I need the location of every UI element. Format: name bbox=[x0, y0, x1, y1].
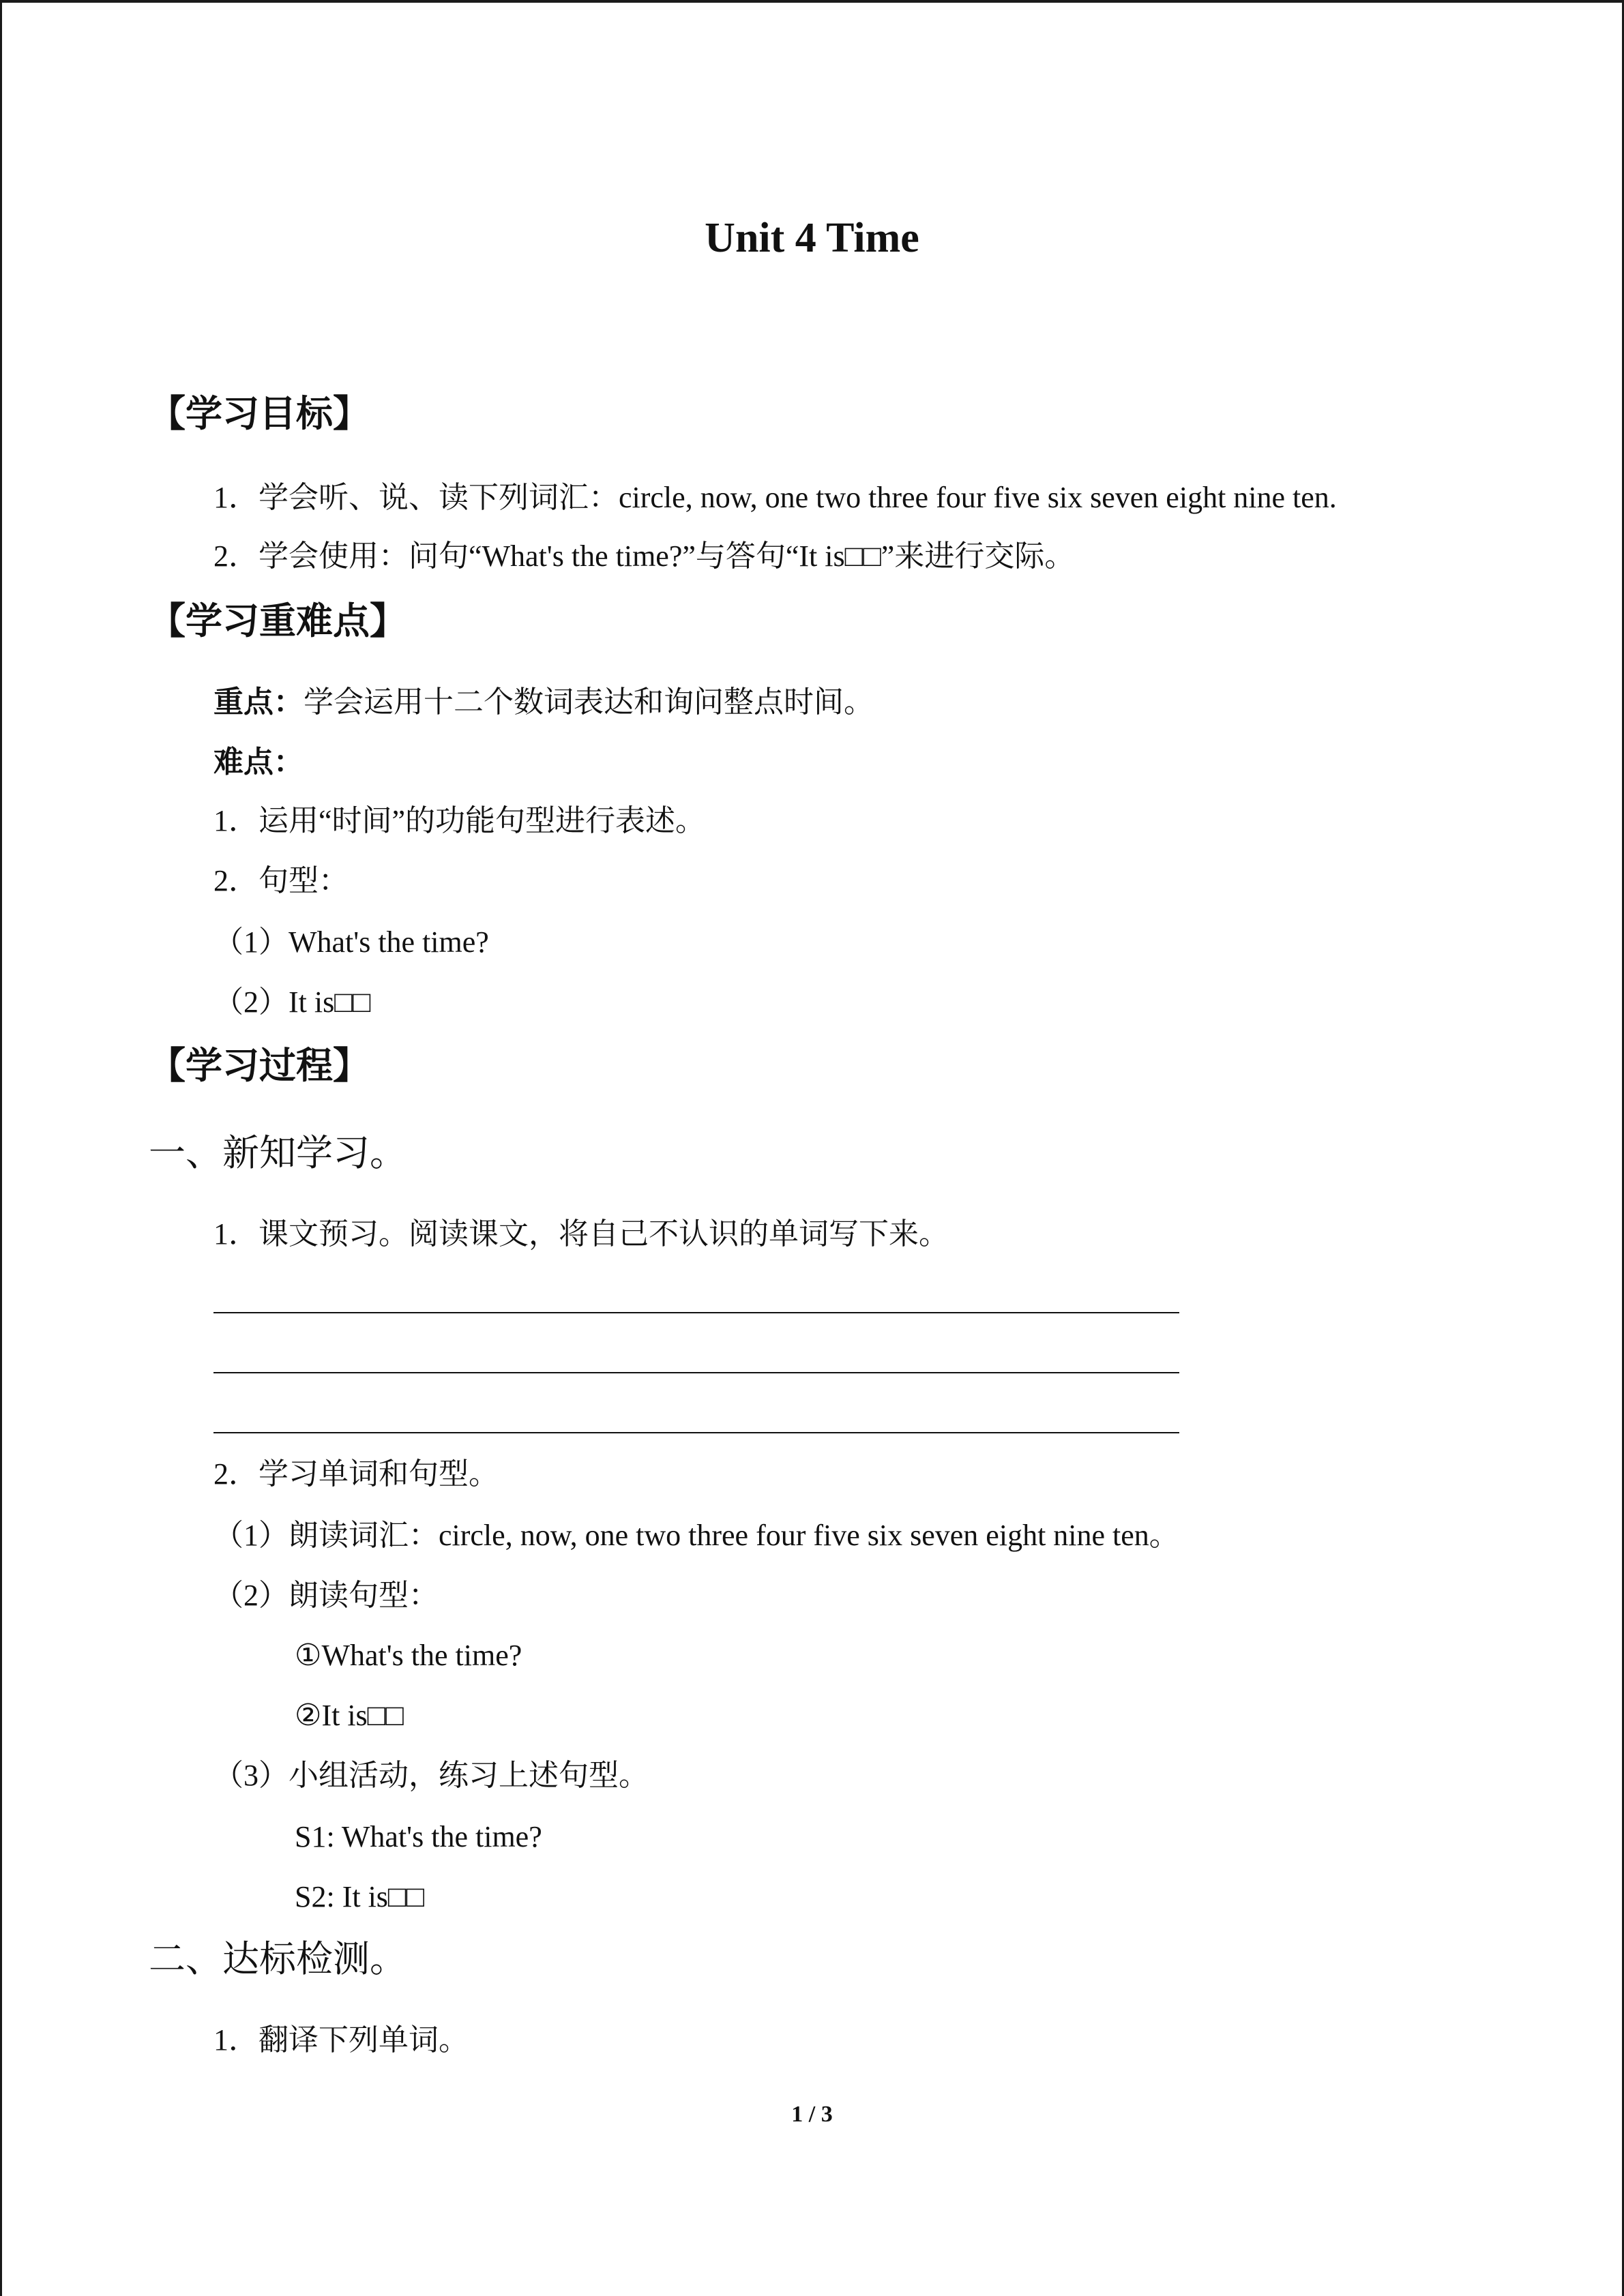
key-point-text: 学会运用十二个数词表达和询问整点时间。 bbox=[304, 685, 874, 719]
answer-line bbox=[213, 1432, 1179, 1433]
goal-2: 2．学会使用：问句“What's the time?”与答句“It is□□”来进行交际。 bbox=[213, 539, 1075, 573]
part2-heading: 二、达标检测。 bbox=[149, 1939, 407, 1980]
page-number: 1 / 3 bbox=[791, 2102, 833, 2127]
key-point-label: 重点： bbox=[213, 685, 304, 719]
part1-item-2: 2．学习单词和句型。 bbox=[213, 1457, 499, 1491]
goals-heading: 【学习目标】 bbox=[149, 393, 370, 434]
part1-heading: 一、新知学习。 bbox=[149, 1133, 407, 1174]
part1-item-1: 1．课文预习。阅读课文，将自己不认识的单词写下来。 bbox=[213, 1217, 949, 1251]
page-top-border bbox=[0, 0, 1624, 3]
part1-sub-1: （1）朗读词汇：circle, now, one two three four five six seven eight nine ten。 bbox=[213, 1519, 1179, 1552]
goal-1: 1．学会听、说、读下列词汇：circle, now, one two three four five six seven eight nine ten. bbox=[213, 481, 1337, 514]
answer-line bbox=[213, 1312, 1179, 1313]
part1-sub-2b: ②It is□□ bbox=[295, 1699, 404, 1732]
process-heading: 【学习过程】 bbox=[149, 1045, 370, 1086]
pattern-2: （2）It is□□ bbox=[213, 985, 371, 1019]
difficulty-label: 难点： bbox=[213, 745, 304, 779]
dialog-s1: S1: What's the time? bbox=[295, 1820, 542, 1853]
page-title: Unit 4 Time bbox=[705, 215, 919, 261]
difficulty-2: 2．句型： bbox=[213, 864, 349, 897]
page-left-border bbox=[0, 0, 2, 2296]
part1-sub-2: （2）朗读句型： bbox=[213, 1579, 439, 1612]
part1-sub-2a: ①What's the time? bbox=[295, 1639, 522, 1672]
dialog-s2: S2: It is□□ bbox=[295, 1880, 425, 1913]
key-point bbox=[213, 687, 874, 717]
part1-sub-3: （3）小组活动，练习上述句型。 bbox=[213, 1759, 649, 1792]
pattern-1: （1）What's the time? bbox=[213, 925, 489, 959]
difficulty-1: 1．运用“时间”的功能句型进行表述。 bbox=[213, 804, 706, 837]
key-difficulty-heading: 【学习重难点】 bbox=[149, 601, 407, 642]
answer-line bbox=[213, 1372, 1179, 1373]
part2-item-1: 1．翻译下列单词。 bbox=[213, 2023, 469, 2057]
